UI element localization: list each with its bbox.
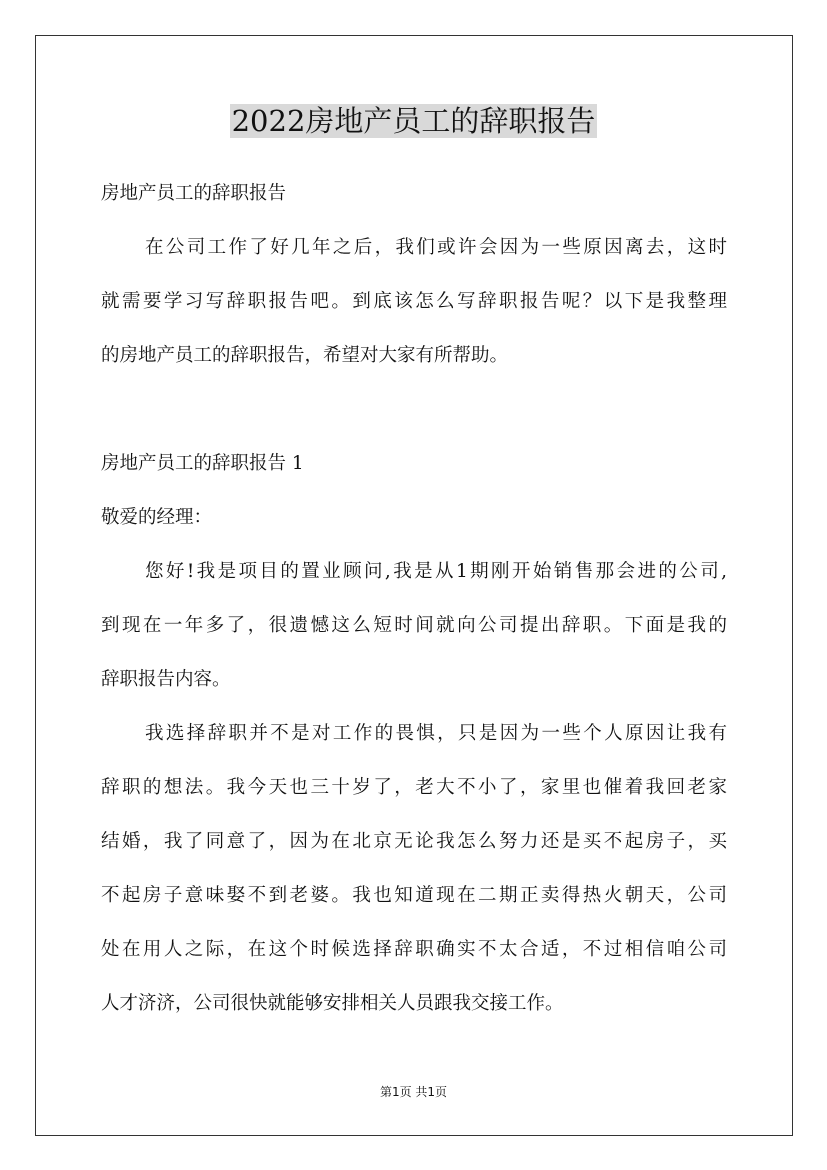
- intro-line-2: 就需要学习写辞职报告吧。到底该怎么写辞职报告呢？以下是我整理: [101, 291, 727, 312]
- salutation: 敬爱的经理：: [101, 507, 213, 528]
- para2-line-2: 辞职的想法。我今天也三十岁了，老大不小了，家里也催着我回老家: [101, 777, 727, 798]
- intro-line-3: 的房地产员工的辞职报告，希望对大家有所帮助。: [101, 345, 509, 366]
- para1-line-3: 辞职报告内容。: [101, 669, 231, 690]
- document-title: [0, 100, 827, 142]
- subtitle: 房地产员工的辞职报告: [101, 183, 287, 204]
- para1-line-1: 您好!我是项目的置业顾问,我是从1期刚开始销售那会进的公司,: [145, 561, 727, 582]
- intro-line-1: 在公司工作了好几年之后，我们或许会因为一些原因离去，这时: [145, 237, 727, 258]
- para2-line-1: 我选择辞职并不是对工作的畏惧，只是因为一些个人原因让我有: [145, 723, 727, 744]
- para2-line-4: 不起房子意味娶不到老婆。我也知道现在二期正卖得热火朝天，公司: [101, 885, 727, 906]
- para2-line-6: 人才济济，公司很快就能够安排相关人员跟我交接工作。: [101, 993, 564, 1014]
- para1-line-2: 到现在一年多了，很遗憾这么短时间就向公司提出辞职。下面是我的: [101, 615, 727, 636]
- section-title: 房地产员工的辞职报告 1: [101, 453, 304, 474]
- para2-line-5: 处在用人之际，在这个时候选择辞职确实不太合适，不过相信咱公司: [101, 939, 727, 960]
- page-footer: 第1页 共1页: [379, 1085, 448, 1099]
- para2-line-3: 结婚，我了同意了，因为在北京无论我怎么努力还是买不起房子，买: [101, 831, 727, 852]
- document-title-text: 2022房地产员工的辞职报告: [231, 104, 596, 138]
